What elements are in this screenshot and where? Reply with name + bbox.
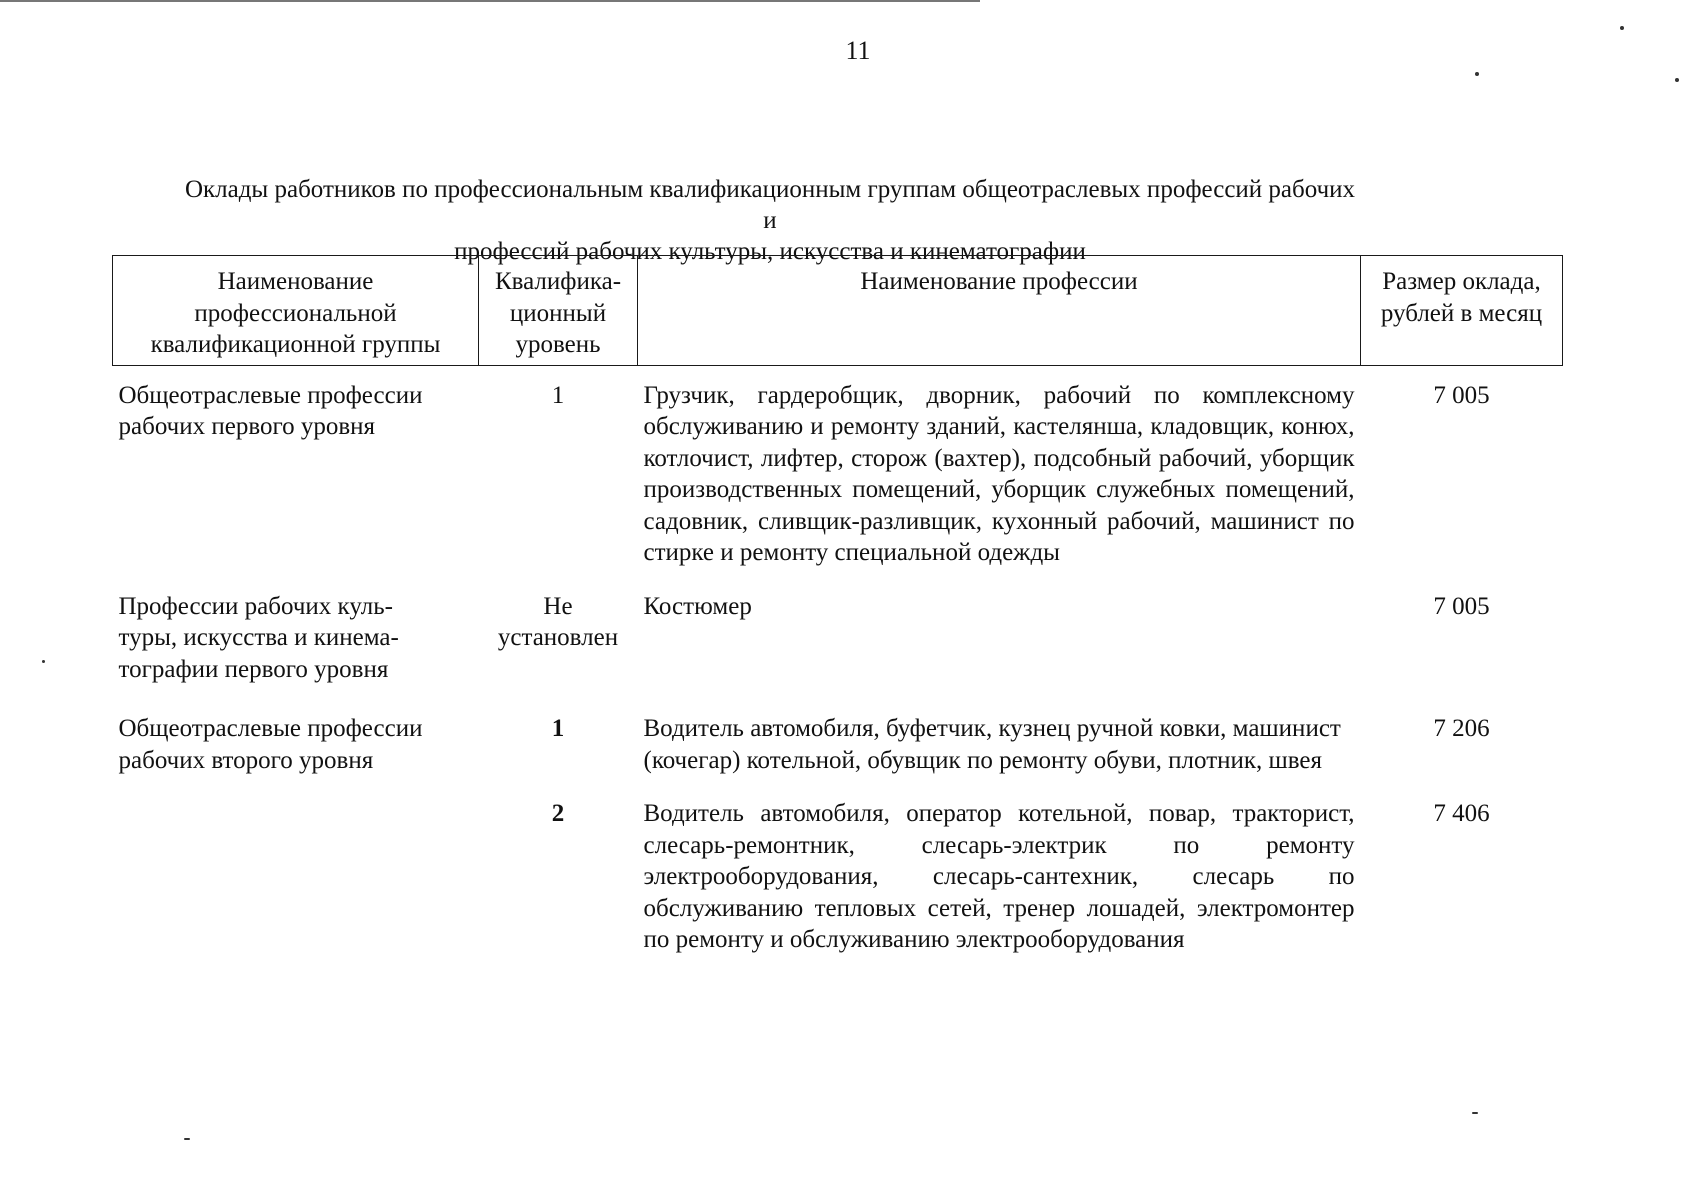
scan-speck	[184, 1138, 190, 1140]
profession-list-cell: Водитель автомобиля, оператор котельной, повар, тракторист, слесарь-ремонтник, слесарь-электрик по ремонту электрооборудования, слесарь-сантехник, слесарь по обслуживанию тепловых сетей, тренер лошадей, электромонтер по ремонту и обслуживанию электрооборудования	[643, 800, 1355, 953]
scan-speck	[1675, 78, 1679, 82]
table-row	[113, 591, 1563, 714]
qualification-level-cell: Не установлен	[497, 592, 619, 651]
page-number: 11	[845, 36, 871, 65]
scan-top-rule	[0, 0, 980, 2]
document-title-line-1: Оклады работников по профессиональным квалификационным группам общеотраслевых профессий рабочих и	[184, 176, 1356, 234]
salary-cell: 7 005	[1433, 592, 1490, 620]
table-row	[113, 365, 1563, 591]
header-group-name: Наименование профессиональной квалификационной группы	[113, 256, 479, 366]
scan-speck	[1620, 26, 1624, 30]
table-header-row	[113, 256, 1563, 366]
header-salary: Размер оклада, рублей в месяц	[1361, 256, 1563, 366]
group-name-cell: Общеотраслевые профессии рабочих второго уровня	[118, 715, 423, 774]
group-name-cell	[113, 798, 479, 956]
document-title-line-2: профессий рабочих культуры, искусства и кинематографии	[454, 238, 1086, 265]
scan-speck	[1475, 72, 1479, 76]
group-name-cell: Общеотраслевые профессии рабочих первого уровня	[118, 381, 423, 440]
group-name-cell: Профессии рабочих куль- туры, искусства и кинема- тографии первого уровня	[118, 592, 399, 683]
profession-list-cell: Грузчик, гардеробщик, дворник, рабочий по комплексному обслуживанию и ремонту зданий, кастелянша, кладовщик, конюх, котлочист, лифтер, сторож (вахтер), подсобный рабочий, уборщик производственных помещений, уборщик служебных помещений, садовник, сливщик-разливщик, кухонный рабочий, машинист по стирке и ремонту специальной одежды	[643, 381, 1355, 566]
salary-cell: 7 206	[1433, 715, 1490, 742]
table-row	[113, 713, 1563, 798]
scan-speck	[1472, 1112, 1478, 1114]
scan-speck	[42, 660, 45, 663]
qualification-level-cell: 1	[551, 715, 565, 742]
salary-cell: 7 005	[1433, 381, 1490, 409]
profession-list-cell: Водитель автомобиля, буфетчик, кузнец ручной ковки, машинист (кочегар) котельной, обувщик по ремонту обуви, плотник, швея	[643, 715, 1341, 774]
table-row	[113, 798, 1563, 956]
qualification-level-cell: 1	[551, 381, 565, 409]
document-title	[180, 174, 1360, 267]
salary-cell: 7 406	[1433, 800, 1490, 827]
profession-list-cell: Костюмер	[643, 592, 752, 620]
salary-table	[112, 255, 1563, 956]
header-qualification-level: Квалифика- ционный уровень	[479, 256, 638, 366]
qualification-level-cell: 2	[551, 800, 565, 827]
header-profession-name: Наименование профессии	[638, 256, 1361, 366]
